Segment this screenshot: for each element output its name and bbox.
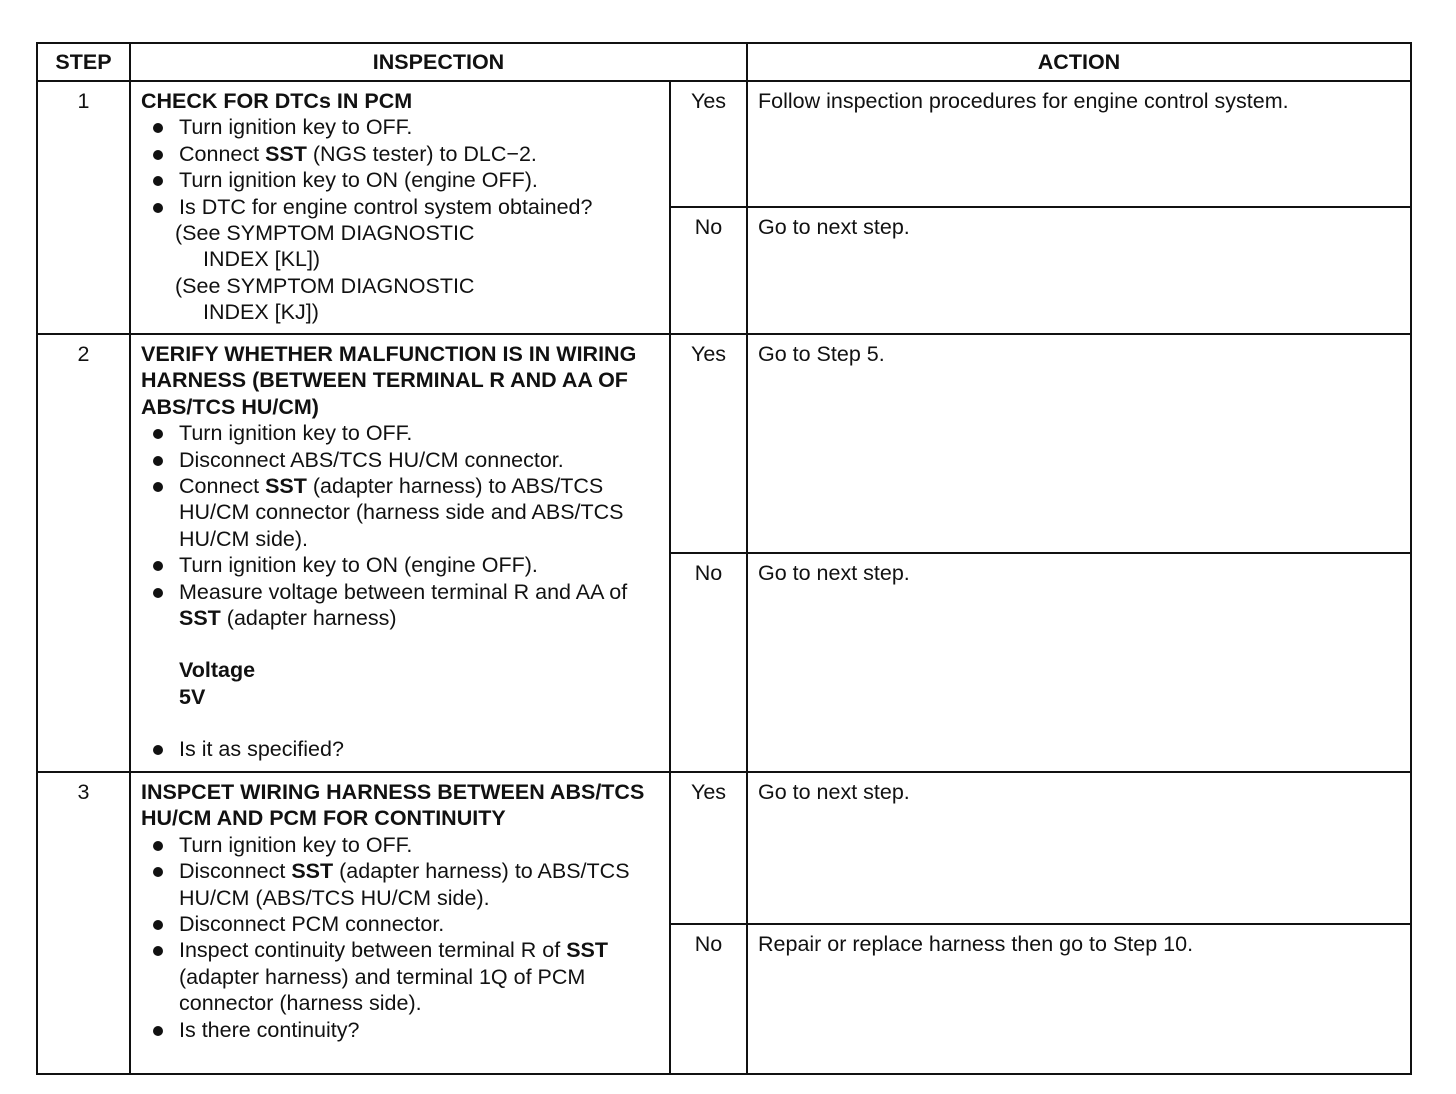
step-number: 3 — [37, 772, 130, 1074]
no-label: No — [670, 924, 747, 1074]
step-number: 2 — [37, 334, 130, 772]
step-2-yes-row — [37, 334, 1411, 553]
bullet-item: Is it as specified? — [141, 736, 661, 762]
bullet-item: Is there continuity? — [141, 1017, 661, 1043]
bullet-item: Connect SST (NGS tester) to DLC−2. — [141, 141, 661, 167]
bullet-item: Turn ignition key to ON (engine OFF). — [141, 552, 661, 578]
see-reference-index: INDEX [KL]) — [203, 247, 321, 272]
bullet-item: Disconnect ABS/TCS HU/CM connector. — [141, 447, 661, 473]
yes-label: Yes — [670, 772, 747, 924]
bullet-item: Turn ignition key to OFF. — [141, 832, 661, 858]
see-reference: (See SYMPTOM DIAGNOSTIC — [175, 273, 475, 298]
bullet-item: Disconnect PCM connector. — [141, 911, 661, 937]
no-action: Repair or replace harness then go to Step 10. — [747, 924, 1411, 1074]
bullet-item: Is DTC for engine control system obtained? — [141, 194, 661, 220]
bullet-item: Disconnect SST (adapter harness) to ABS/TCS HU/CM (ABS/TCS HU/CM side). — [141, 858, 661, 911]
see-reference-index: INDEX [KJ]) — [203, 300, 319, 325]
spec-value: 5V — [179, 684, 206, 709]
yes-label: Yes — [670, 334, 747, 553]
step-2-inspection — [130, 334, 670, 772]
step-number: 1 — [37, 81, 130, 334]
step-title: VERIFY WHETHER MALFUNCTION IS IN WIRING HARNESS (BETWEEN TERMINAL R AND AA OF ABS/TCS HU/CM) — [141, 342, 637, 419]
step-1-yes-row — [37, 81, 1411, 207]
header-action: ACTION — [747, 43, 1411, 81]
step-1-inspection — [130, 81, 670, 334]
yes-action: Follow inspection procedures for engine control system. — [747, 81, 1411, 207]
bullet-item: Turn ignition key to ON (engine OFF). — [141, 167, 661, 193]
spec-label: Voltage — [179, 658, 256, 683]
step-1-bullets — [141, 114, 661, 220]
step-2-bullets — [141, 420, 661, 631]
step-3-yes-row — [37, 772, 1411, 924]
header-inspection: INSPECTION — [130, 43, 747, 81]
bullet-item: Turn ignition key to OFF. — [141, 114, 661, 140]
step-3-inspection — [130, 772, 670, 1074]
bullet-item: Turn ignition key to OFF. — [141, 420, 661, 446]
no-label: No — [670, 207, 747, 334]
step-title: INSPCET WIRING HARNESS BETWEEN ABS/TCS HU/CM AND PCM FOR CONTINUITY — [141, 780, 645, 831]
no-label: No — [670, 553, 747, 772]
step-3-bullets — [141, 832, 661, 1043]
bullet-item: Measure voltage between terminal R and AA of SST (adapter harness) — [141, 579, 661, 632]
yes-label: Yes — [670, 81, 747, 207]
no-action: Go to next step. — [747, 553, 1411, 772]
step-title: CHECK FOR DTCs IN PCM — [141, 89, 413, 113]
diagnostic-table — [36, 42, 1412, 1075]
bullet-item: Inspect continuity between terminal R of SST (adapter harness) and terminal 1Q of PCM connector (harness side). — [141, 937, 661, 1016]
header-row — [37, 43, 1411, 81]
no-action: Go to next step. — [747, 207, 1411, 334]
yes-action: Go to Step 5. — [747, 334, 1411, 553]
bullet-item: Connect SST (adapter harness) to ABS/TCS HU/CM connector (harness side and ABS/TCS HU/CM side). — [141, 473, 661, 552]
header-step: STEP — [37, 43, 130, 81]
yes-action: Go to next step. — [747, 772, 1411, 924]
see-reference: (See SYMPTOM DIAGNOSTIC — [175, 221, 475, 246]
